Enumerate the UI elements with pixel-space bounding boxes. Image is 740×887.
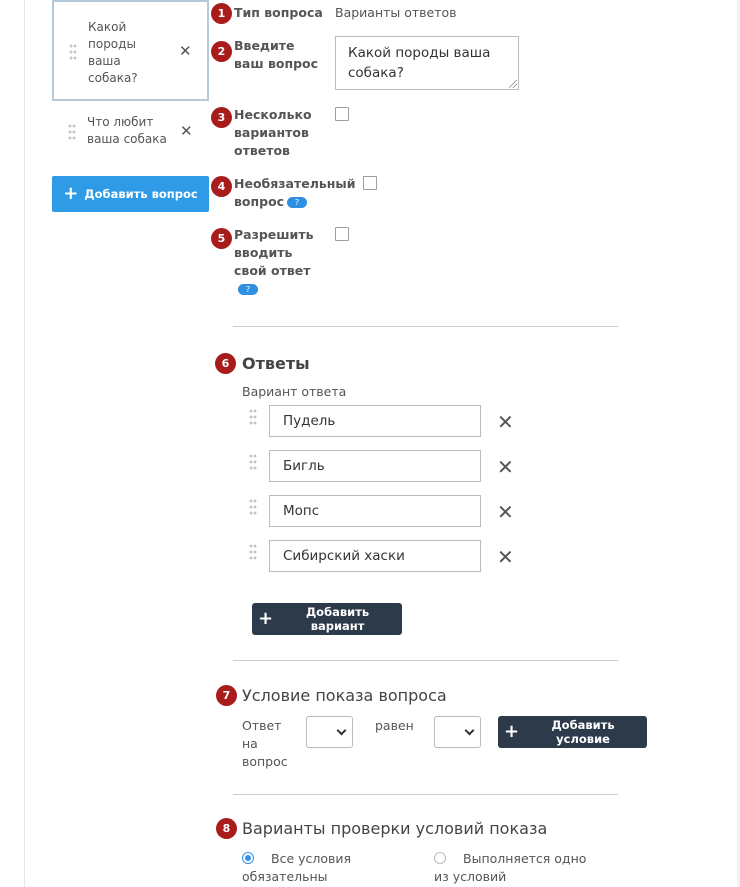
divider (233, 660, 618, 661)
own-answer-label: Разрешить вводить свой ответ (234, 227, 314, 278)
add-question-label: Добавить вопрос (84, 187, 198, 201)
any-condition-label: Выполняется одно из условий (434, 851, 587, 884)
multiple-answers-label: Несколько вариантов ответов (234, 107, 312, 158)
help-icon[interactable]: ? (287, 197, 307, 208)
answer-input[interactable]: Бигль (269, 450, 481, 482)
question-card[interactable] (52, 108, 209, 158)
divider (233, 326, 618, 327)
step-badge: 1 (211, 3, 232, 24)
answers-title: Ответы (242, 354, 310, 373)
add-answer-label: Добавить вариант (305, 605, 370, 633)
divider (233, 794, 618, 795)
chevron-down-icon (337, 726, 347, 736)
all-conditions-label: Все условия обязательны (242, 851, 352, 884)
step-badge: 6 (215, 353, 236, 374)
step-badge: 4 (211, 176, 232, 197)
condition-answer-label: Ответ на вопрос (242, 718, 288, 769)
close-icon[interactable]: ✕ (180, 122, 193, 140)
step-badge: 5 (211, 228, 232, 249)
own-answer-checkbox[interactable] (335, 227, 349, 241)
question-type-label: Тип вопроса (234, 5, 323, 20)
add-question-button[interactable] (52, 176, 209, 212)
question-text-label: Введите ваш вопрос (234, 38, 319, 71)
condition-equals-label: равен (375, 718, 414, 733)
add-condition-button[interactable] (498, 716, 647, 748)
answers-subtitle: Вариант ответа (242, 384, 347, 399)
multiple-answers-checkbox[interactable] (335, 107, 349, 121)
question-card-title: Какой породы ваша собака? (88, 20, 138, 85)
drag-handle-icon[interactable] (249, 408, 257, 426)
question-type-value: Варианты ответов (335, 5, 457, 20)
step-badge: 2 (211, 41, 232, 62)
remove-answer-icon[interactable]: ✕ (497, 455, 514, 479)
condition-question-select[interactable] (306, 716, 353, 748)
plus-icon: + (63, 183, 79, 204)
close-icon[interactable]: ✕ (179, 42, 192, 60)
add-answer-button[interactable] (252, 603, 402, 635)
question-text-input[interactable]: Какой породы ваша собака? (335, 36, 519, 90)
answer-input[interactable]: Мопс (269, 495, 481, 527)
resize-handle-icon[interactable] (509, 80, 517, 88)
question-card-title: Что любит ваша собака (87, 115, 167, 146)
optional-question-label: Необязательный вопрос (234, 176, 356, 209)
plus-icon: + (258, 608, 274, 629)
remove-answer-icon[interactable]: ✕ (497, 545, 514, 569)
question-card-active[interactable] (52, 0, 209, 101)
step-badge: 7 (216, 685, 237, 706)
remove-answer-icon[interactable]: ✕ (497, 410, 514, 434)
optional-question-checkbox[interactable] (363, 176, 377, 190)
drag-handle-icon[interactable] (249, 453, 257, 471)
condition-title: Условие показа вопроса (242, 686, 447, 705)
check-variants-title: Варианты проверки условий показа (242, 819, 548, 838)
help-icon[interactable]: ? (238, 284, 258, 295)
remove-answer-icon[interactable]: ✕ (497, 500, 514, 524)
condition-value-select[interactable] (434, 716, 481, 748)
answer-input[interactable]: Пудель (269, 405, 481, 437)
drag-handle-icon[interactable] (249, 543, 257, 561)
answer-input[interactable]: Сибирский хаски (269, 540, 481, 572)
step-badge: 3 (211, 107, 232, 128)
plus-icon: + (504, 721, 520, 742)
step-badge: 8 (216, 818, 237, 839)
drag-handle-icon[interactable] (69, 43, 77, 61)
drag-handle-icon[interactable] (249, 498, 257, 516)
drag-handle-icon[interactable] (68, 123, 76, 141)
add-condition-label: Добавить условие (551, 718, 615, 746)
chevron-down-icon (465, 726, 475, 736)
